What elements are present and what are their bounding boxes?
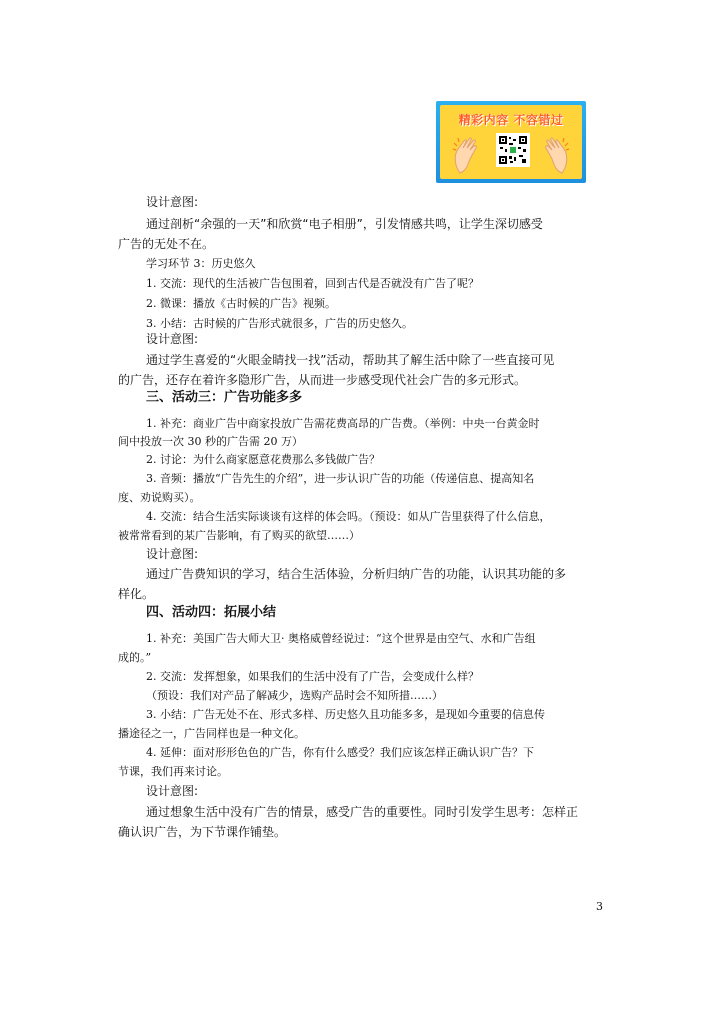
page-number: 3 <box>596 900 603 913</box>
list-item: 度、劝说购买）。 <box>118 491 201 504</box>
design-intent-heading: 设计意图: <box>146 547 199 561</box>
paragraph-line: 通过学生喜爱的“火眼金睛找一找”活动，帮助其了解生活中除了一些直接可见 <box>146 353 555 367</box>
list-item: （预设：我们对产品了解减少，选购产品时会不知所措……） <box>146 689 443 702</box>
list-item: 2. 交流：发挥想象，如果我们的生活中没有了广告，会变成什么样？ <box>146 670 479 683</box>
list-item: 1. 补充：美国广告大师大卫· 奥格威曾经说过：“这个世界是由空气、水和广告组 <box>146 632 536 645</box>
paragraph-line: 通过想象生活中没有广告的情景，感受广告的重要性。同时引发学生思考：怎样正 <box>146 805 579 819</box>
list-item: 2. 讨论：为什么商家愿意花费那么多钱做广告？ <box>146 453 380 466</box>
promo-banner-title: 精彩内容 不容错过 <box>458 113 564 127</box>
list-item: 4. 延伸：面对形形色色的广告，你有什么感受？我们应该怎样正确认识广告？下 <box>146 746 534 759</box>
list-item: 3. 小结：广告无处不在、形式多样、历史悠久且功能多多，是现如今重要的信息传 <box>146 708 545 721</box>
list-item: 被常常看到的某广告影响，有了购买的欲望……） <box>118 529 360 542</box>
paragraph-line: 样化。 <box>118 587 155 601</box>
list-item: 1. 交流：现代的生活被广告包围着，回到古代是否就没有广告了呢？ <box>146 277 479 290</box>
list-item: 2. 微课：播放《古时候的广告》视频。 <box>146 297 336 310</box>
list-item: 播途径之一，广告同样也是一种文化。 <box>118 727 305 740</box>
promo-banner[interactable] <box>436 101 586 183</box>
paragraph-line: 广告的无处不在。 <box>118 237 215 251</box>
paragraph-line: 确认识广告，为下节课作铺垫。 <box>118 825 287 839</box>
list-item: 3. 小结：古时候的广告形式就很多，广告的历史悠久。 <box>146 317 413 330</box>
qr-code-icon <box>496 133 530 167</box>
clapping-hands-icon <box>540 135 570 175</box>
design-intent-heading: 设计意图: <box>146 332 199 346</box>
section-heading: 三、活动三：广告功能多多 <box>146 390 303 405</box>
list-item: 节课，我们再来讨论。 <box>118 765 228 778</box>
paragraph-line: 通过剖析“余强的一天”和欣赏“电子相册”，引发情感共鸣，让学生深切感受 <box>146 217 543 231</box>
paragraph-line: 的广告，还存在着许多隐形广告，从而进一步感受现代社会广告的多元形式。 <box>118 373 527 387</box>
paragraph-line: 通过广告费知识的学习，结合生活体验，分析归纳广告的功能，认识其功能的多 <box>146 567 567 581</box>
list-item: 成的。” <box>118 651 152 664</box>
promo-banner-panel <box>440 105 582 179</box>
list-item: 4. 交流：结合生活实际谈谈有这样的体会吗。（预设：如从广告里获得了什么信息， <box>146 510 551 523</box>
list-item: 间中投放一次 30 秒的广告需 20 万） <box>118 435 303 448</box>
list-item: 1. 补充：商业广告中商家投放广告需花费高昂的广告费。（举例：中央一台黄金时 <box>146 417 540 430</box>
section-heading: 四、活动四：拓展小结 <box>146 605 277 620</box>
design-intent-heading: 设计意图: <box>146 784 199 798</box>
list-item: 3. 音频：播放“广告先生的介绍”，进一步认识广告的功能（传递信息、提高知名 <box>146 472 535 485</box>
clapping-hands-icon <box>452 135 482 175</box>
design-intent-heading: 设计意图: <box>146 195 199 209</box>
section-subheading: 学习环节 3：历史悠久 <box>146 257 256 270</box>
